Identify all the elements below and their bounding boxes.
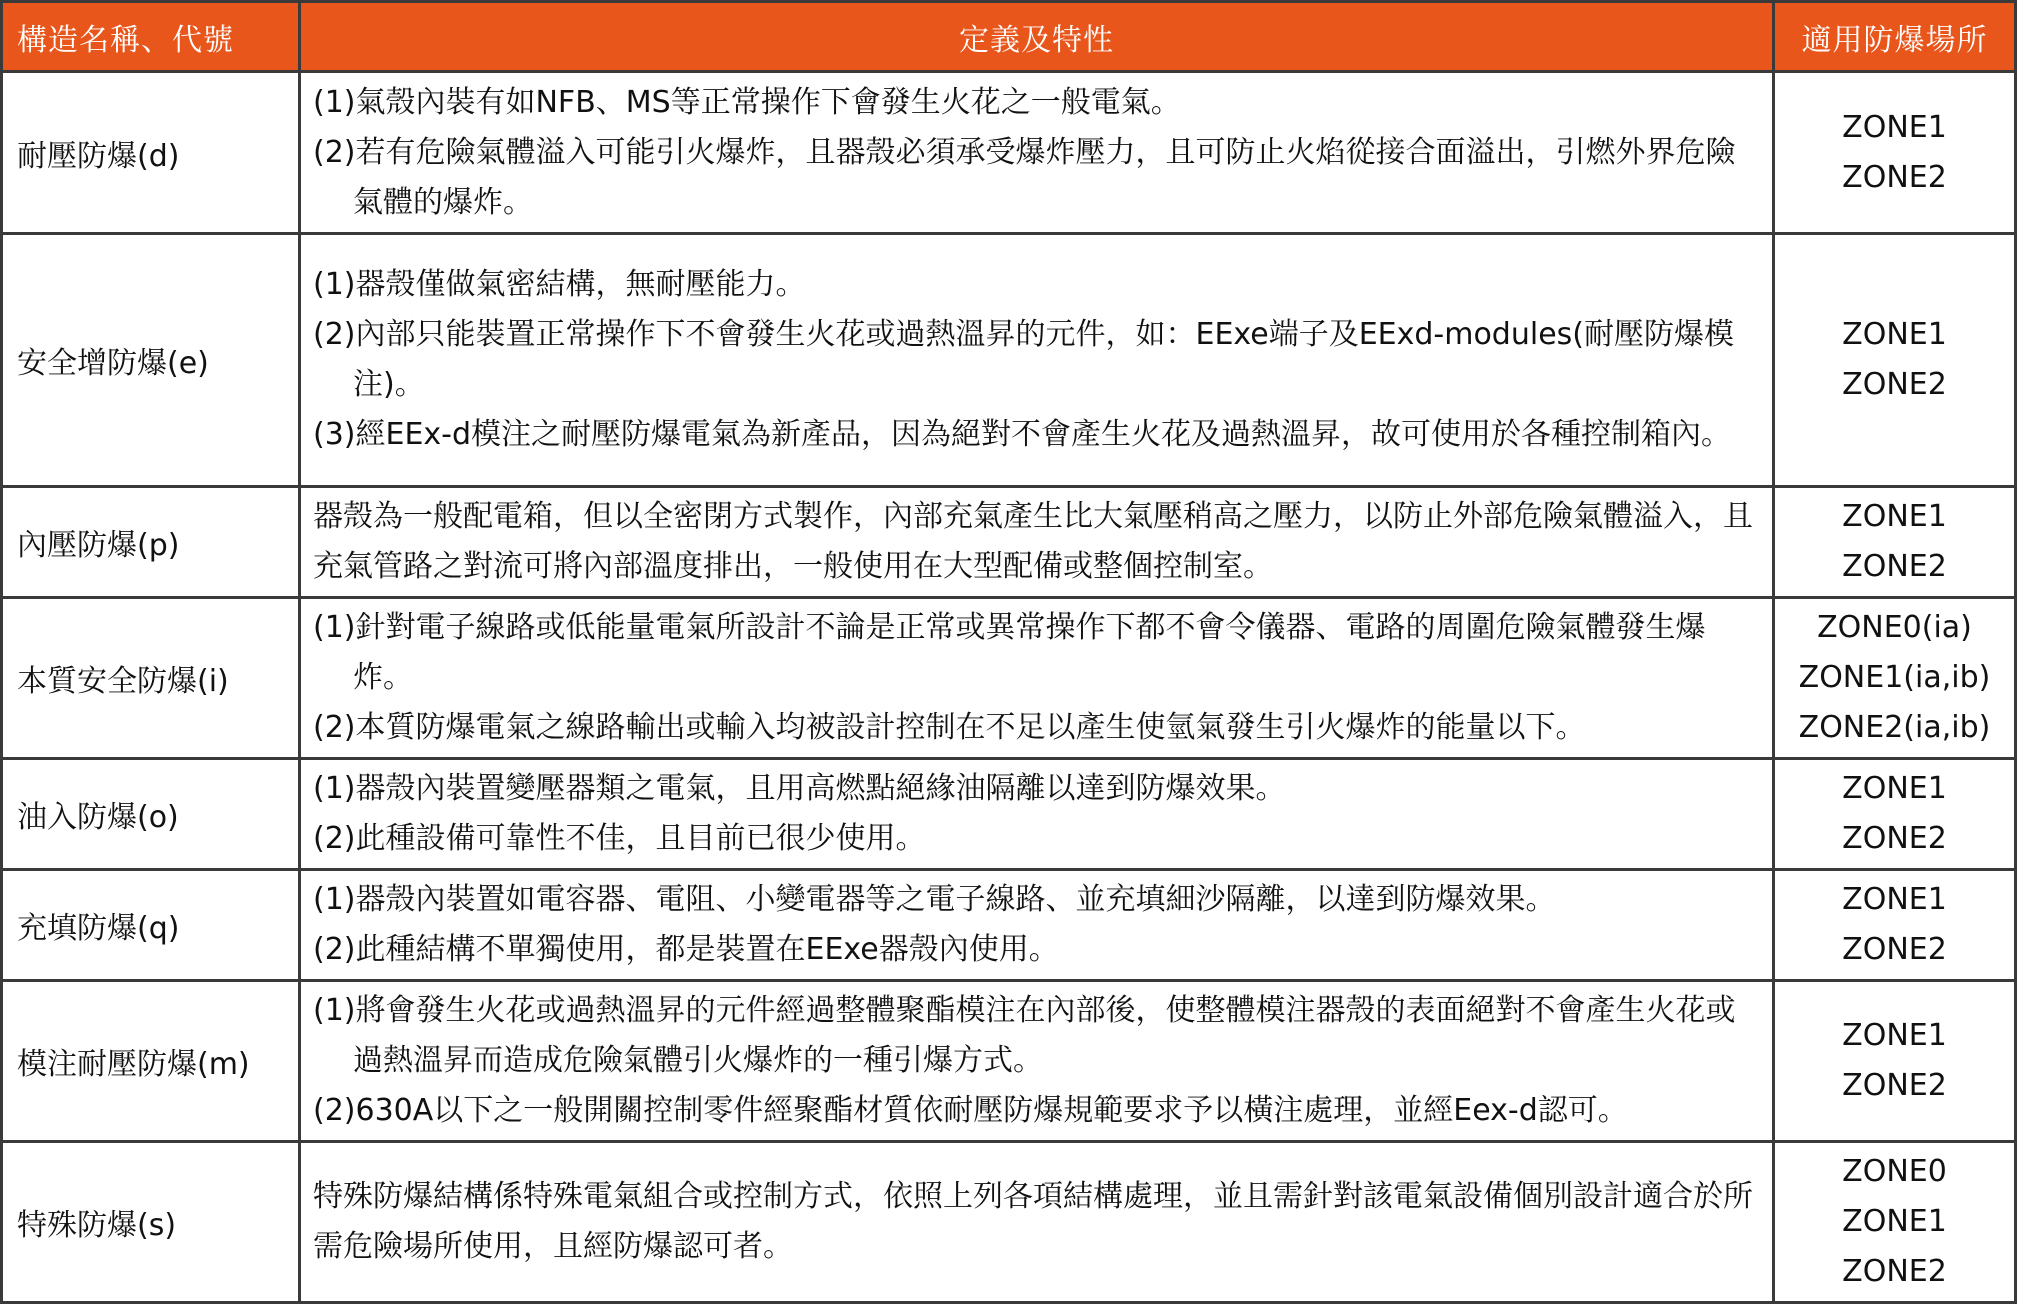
row-name: 模注耐壓防爆(m)	[2, 981, 300, 1142]
row-definition	[300, 234, 1774, 487]
zone-label: ZONE2	[1842, 159, 1947, 195]
row-name: 內壓防爆(p)	[2, 487, 300, 598]
row-zones	[1774, 487, 2016, 598]
zone-label: ZONE1	[1842, 499, 1947, 534]
definition-item: (2)若有危險氣體溢入可能引火爆炸，且器殼必須承受爆炸壓力，且可防止火焰從接合面溢出，引燃外界危險氣體的爆炸。	[313, 134, 1736, 220]
definition-item: (2)此種結構不單獨使用，都是裝置在EExe器殼內使用。	[313, 932, 1059, 967]
table-row	[2, 72, 2016, 234]
row-name: 特殊防爆(s)	[2, 1142, 300, 1303]
row-name: 本質安全防爆(i)	[2, 598, 300, 759]
table-row	[2, 759, 2016, 870]
row-zones	[1774, 1142, 2016, 1303]
row-name: 安全增防爆(e)	[2, 234, 300, 487]
zone-label: ZONE0	[1842, 1154, 1947, 1189]
definition-item: (1)針對電子線路或低能量電氣所設計不論是正常或異常操作下都不會令儀器、電路的周圍危險氣體發生爆炸。	[313, 610, 1706, 695]
row-name: 耐壓防爆(d)	[2, 72, 300, 234]
row-definition	[300, 870, 1774, 981]
definition-item: (2)此種設備可靠性不佳，且目前已很少使用。	[313, 821, 926, 856]
table-row	[2, 870, 2016, 981]
definition-item: (1)器殼內裝置如電容器、電阻、小變電器等之電子線路、並充填細沙隔離，以達到防爆效果。	[313, 882, 1556, 917]
zone-label: ZONE2	[1842, 1068, 1947, 1103]
row-name: 油入防爆(o)	[2, 759, 300, 870]
row-definition	[300, 981, 1774, 1142]
zone-label: ZONE2	[1842, 821, 1947, 856]
zone-label: ZONE1	[1842, 317, 1947, 352]
definition-item: (1)將會發生火花或過熱溫昇的元件經過整體聚酯模注在內部後，使整體模注器殼的表面絕對不會產生火花或過熱溫昇而造成危險氣體引火爆炸的一種引爆方式。	[313, 993, 1736, 1078]
header-applicable-zones: 適用防爆場所	[1774, 2, 2016, 72]
row-zones	[1774, 72, 2016, 234]
zone-label: ZONE1	[1842, 771, 1947, 806]
row-zones	[1774, 598, 2016, 759]
zone-label: ZONE2	[1842, 367, 1947, 402]
definition-item: (2)630A以下之一般開關控制零件經聚酯材質依耐壓防爆規範要求予以橫注處理，並經Eex-d認可。	[313, 1093, 1628, 1128]
definition-item: (2)內部只能裝置正常操作下不會發生火花或過熱溫昇的元件，如：EExe端子及EExd-modules(耐壓防爆模注)。	[313, 317, 1734, 402]
header-definition: 定義及特性	[300, 2, 1774, 72]
definition-text: 特殊防爆結構係特殊電氣組合或控制方式，依照上列各項結構處理，並且需針對該電氣設備個別設計適合於所需危險場所使用，且經防爆認可者。	[313, 1179, 1753, 1264]
row-zones	[1774, 981, 2016, 1142]
definition-item: (1)氣殼內裝有如NFB、MS等正常操作下會發生火花之一般電氣。	[313, 84, 1181, 120]
zone-label: ZONE1	[1842, 1204, 1947, 1239]
zone-label: ZONE1	[1842, 109, 1947, 145]
definition-text: 器殼為一般配電箱，但以全密閉方式製作，內部充氣產生比大氣壓稍高之壓力，以防止外部危險氣體溢入，且充氣管路之對流可將內部溫度排出，一般使用在大型配備或整個控制室。	[313, 499, 1753, 584]
header-row	[2, 2, 2016, 72]
definition-item: (1)器殼僅做氣密結構，無耐壓能力。	[313, 267, 806, 302]
definition-item: (1)器殼內裝置變壓器類之電氣，且用高燃點絕緣油隔離以達到防爆效果。	[313, 771, 1286, 806]
table-header	[2, 2, 2016, 72]
row-definition	[300, 72, 1774, 234]
zone-label: ZONE1	[1842, 1018, 1947, 1053]
row-zones	[1774, 759, 2016, 870]
row-definition	[300, 487, 1774, 598]
row-name: 充填防爆(q)	[2, 870, 300, 981]
row-definition	[300, 759, 1774, 870]
header-structure-name: 構造名稱、代號	[2, 2, 300, 72]
zone-label: ZONE1	[1842, 882, 1947, 917]
zone-label: ZONE2	[1842, 1254, 1947, 1289]
table-row	[2, 234, 2016, 487]
table-body	[2, 72, 2016, 1303]
row-zones	[1774, 234, 2016, 487]
zone-label: ZONE2	[1842, 932, 1947, 967]
zone-label: ZONE2(ia,ib)	[1798, 710, 1991, 745]
table-row	[2, 1142, 2016, 1303]
row-definition	[300, 1142, 1774, 1303]
row-definition	[300, 598, 1774, 759]
table-row	[2, 981, 2016, 1142]
table-row	[2, 487, 2016, 598]
zone-label: ZONE0(ia)	[1817, 610, 1972, 645]
zone-label: ZONE2	[1842, 549, 1947, 584]
row-zones	[1774, 870, 2016, 981]
definition-item: (3)經EEx-d模注之耐壓防爆電氣為新產品，因為絕對不會產生火花及過熱溫昇，故可使用於各種控制箱內。	[313, 417, 1732, 452]
table-row	[2, 598, 2016, 759]
definition-item: (2)本質防爆電氣之線路輸出或輸入均被設計控制在不足以產生使氫氣發生引火爆炸的能量以下。	[313, 710, 1586, 745]
zone-label: ZONE1(ia,ib)	[1798, 660, 1991, 695]
